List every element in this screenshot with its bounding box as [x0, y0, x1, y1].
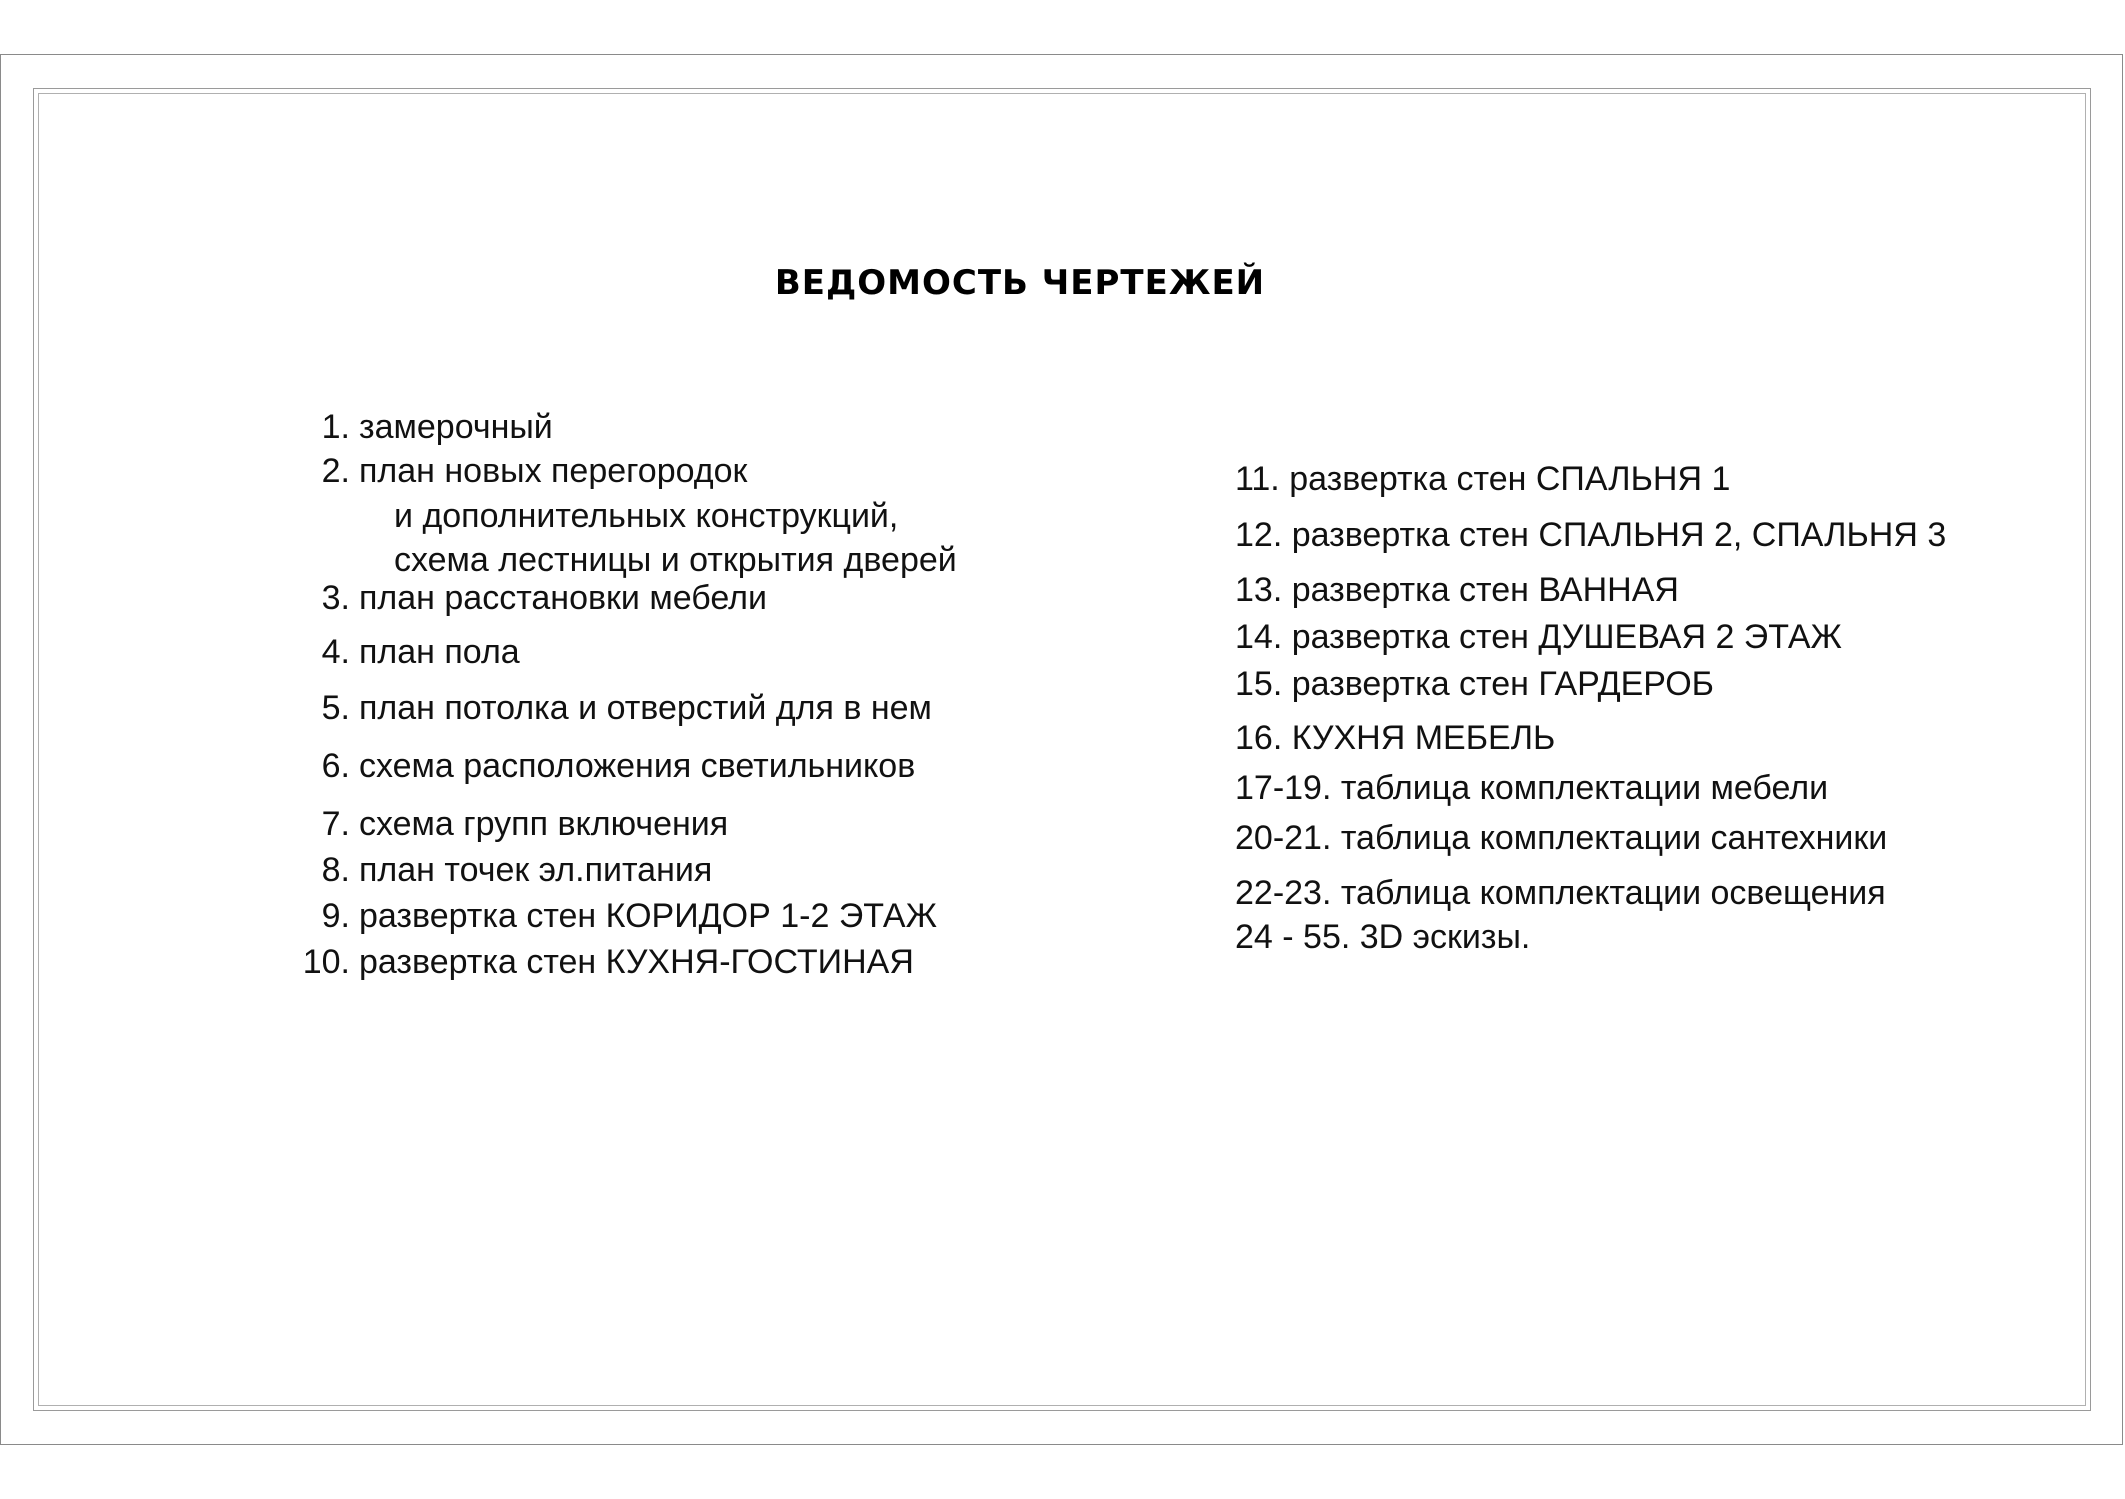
- list-item-number: 7.: [321, 805, 350, 843]
- list-item-text: схема расположения светильников: [359, 747, 916, 785]
- list-item-number: 6.: [321, 747, 350, 785]
- list-item-text: схема групп включения: [359, 805, 729, 843]
- list-item-continuation: схема лестницы и открытия дверей: [394, 541, 957, 579]
- list-item-number: 11.: [1235, 460, 1280, 498]
- list-item-text: план новых перегородок: [359, 452, 748, 490]
- list-item-number: 16.: [1235, 719, 1283, 757]
- list-item: [250, 942, 914, 982]
- list-item-text: развертка стен КУХНЯ-ГОСТИНАЯ: [359, 943, 914, 981]
- list-item-number: 15.: [1235, 665, 1283, 703]
- list-item: [1235, 664, 1714, 704]
- list-item: [250, 451, 747, 491]
- list-item: [250, 746, 915, 786]
- list-item-number: 4.: [321, 633, 350, 671]
- list-item: [250, 804, 728, 844]
- list-item: [250, 850, 712, 890]
- list-item-text: план расстановки мебели: [359, 579, 767, 617]
- list-item-text: таблица комплектации сантехники: [1340, 819, 1888, 857]
- list-item: [1235, 718, 1555, 758]
- list-item: [1235, 917, 1530, 957]
- sheet-title: ВЕДОМОСТЬ ЧЕРТЕЖЕЙ: [774, 263, 1266, 303]
- list-item-number: 14.: [1235, 618, 1283, 656]
- list-item-text: развертка стен ВАННАЯ: [1291, 571, 1679, 609]
- list-item-number: 2.: [321, 452, 350, 490]
- list-item-text: 3D эскизы.: [1359, 918, 1531, 956]
- list-item: [1235, 818, 1887, 858]
- list-item-number: 24 - 55.: [1235, 918, 1351, 956]
- list-item-text: КУХНЯ МЕБЕЛЬ: [1291, 719, 1556, 757]
- list-item: [1235, 873, 1886, 913]
- list-item-text: таблица комплектации мебели: [1340, 769, 1829, 807]
- list-item-number: 5.: [321, 689, 350, 727]
- list-item-number: 17-19.: [1235, 769, 1332, 807]
- list-item-number: 8.: [321, 851, 350, 889]
- list-item: [250, 578, 767, 618]
- list-item-number: 13.: [1235, 571, 1283, 609]
- list-item: [250, 688, 932, 728]
- list-item-number: 22-23.: [1235, 874, 1332, 912]
- list-item-text: развертка стен СПАЛЬНЯ 2, СПАЛЬНЯ 3: [1291, 516, 1947, 554]
- list-item-number: 10.: [302, 943, 350, 981]
- list-item-text: развертка стен ДУШЕВАЯ 2 ЭТАЖ: [1291, 618, 1842, 656]
- list-item: [1235, 570, 1679, 610]
- list-item-number: 20-21.: [1235, 819, 1332, 857]
- list-item: [1235, 768, 1828, 808]
- list-item-text: развертка стен КОРИДОР 1-2 ЭТАЖ: [359, 897, 937, 935]
- list-item-text: план точек эл.питания: [359, 851, 713, 889]
- list-item-number: 12.: [1235, 516, 1283, 554]
- list-item-text: развертка стен ГАРДЕРОБ: [1291, 665, 1714, 703]
- list-item-text: план пола: [359, 633, 520, 671]
- list-item: [1235, 459, 1730, 499]
- list-item: [1235, 515, 1946, 555]
- list-item-text: таблица комплектации освещения: [1340, 874, 1886, 912]
- list-item: [250, 896, 937, 936]
- list-item-text: план потолка и отверстий для в нем: [359, 689, 932, 727]
- list-item: [250, 632, 520, 672]
- list-item-text: замерочный: [359, 408, 553, 446]
- list-item: [1235, 617, 1842, 657]
- list-item-number: 1.: [321, 408, 350, 446]
- list-item-number: 9.: [321, 897, 350, 935]
- list-item-continuation: и дополнительных конструкций,: [394, 497, 899, 535]
- list-item-text: развертка стен СПАЛЬНЯ 1: [1289, 460, 1731, 498]
- list-item: [250, 407, 553, 447]
- list-item-number: 3.: [321, 579, 350, 617]
